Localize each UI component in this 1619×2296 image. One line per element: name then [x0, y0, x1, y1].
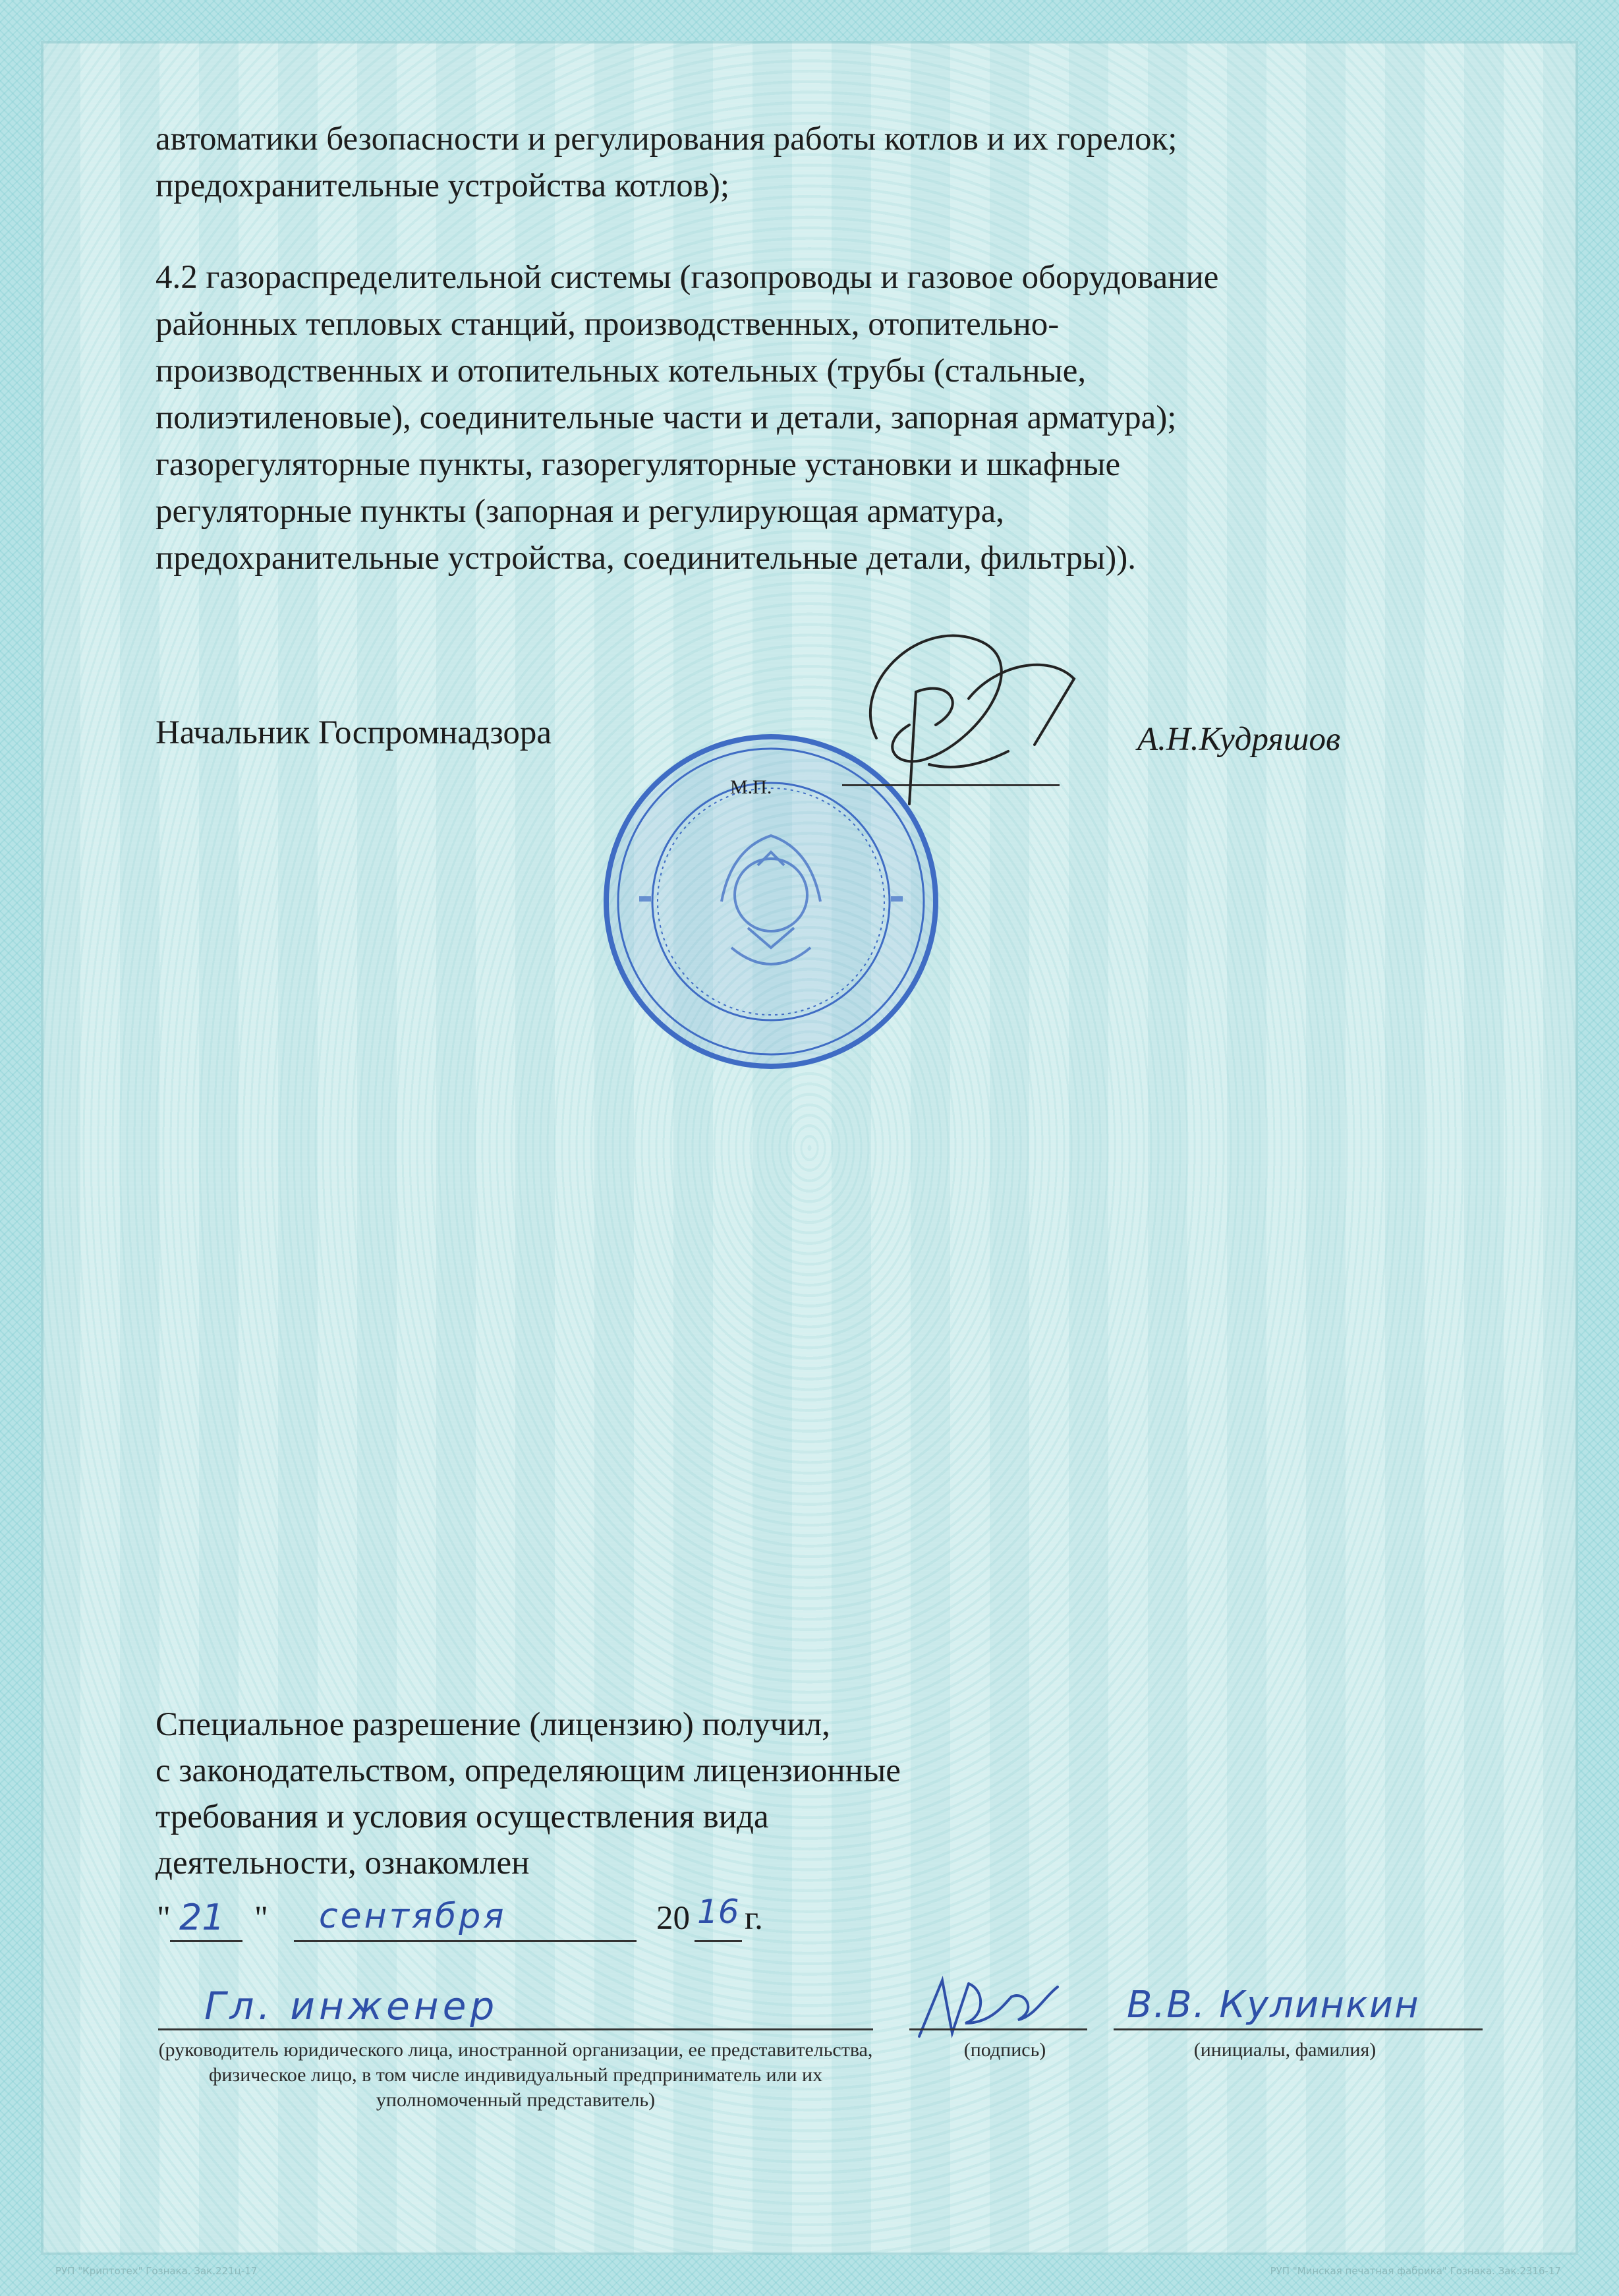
printer-mark-left: РУП "Криптотех" Гознака. Зак.221ц-17 [55, 2265, 258, 2277]
acknowledgement-line: с законодательством, определяющим лицензионные [156, 1752, 901, 1789]
position-underline [158, 2028, 873, 2030]
date-day: 21 [179, 1897, 225, 1938]
signature-underline [909, 2028, 1087, 2030]
date-year-suffix: 16 [697, 1893, 739, 1931]
acknowledgement-line: требования и условия осуществления вида [156, 1798, 769, 1835]
date-month: сентября [319, 1897, 507, 1936]
name-caption: (инициалы, фамилия) [1193, 2039, 1377, 2061]
acknowledgement-line: деятельности, ознакомлен [156, 1845, 530, 1881]
name-underline [1114, 2028, 1483, 2030]
section-line: районных тепловых станций, производственных, отопительно- [156, 306, 1060, 343]
position-caption: (руководитель юридического лица, иностранной организации, ее представительства, физическое лицо, в том числе индивидуальный предприниматель или их уполномоченный представитель) [158, 2039, 873, 2111]
intro-line: автоматики безопасности и регулирования работы котлов и их горелок; [156, 121, 1178, 158]
section-line: регуляторные пункты (запорная и регулирующая арматура, [156, 493, 1005, 530]
printer-mark-right: РУП "Минская печатная фабрика" Гознака. Зак.2316-17 [1270, 2265, 1561, 2277]
recipient-position: Гл. инженер [204, 1984, 499, 2028]
signature-caption: (подпись) [963, 2039, 1046, 2061]
chief-signature [837, 606, 1100, 824]
section-4-2 [156, 254, 1218, 582]
date-close-quote: " [254, 1900, 268, 1937]
acknowledgement-text [156, 1702, 901, 1886]
acknowledgement-line: Специальное разрешение (лицензию) получил, [156, 1706, 830, 1743]
date-year-prefix: 20 [656, 1900, 690, 1937]
section-line: производственных и отопительных котельных (трубы (стальные, [156, 353, 1087, 389]
signatory-title: Начальник Госпромнадзора [156, 714, 552, 751]
intro-line: предохранительные устройства котлов); [156, 167, 730, 204]
date-month-underline [294, 1940, 637, 1942]
stamp-place-label: М.П. [730, 776, 772, 798]
signatory-name: А.Н.Кудряшов [1137, 721, 1341, 758]
section-line: 4.2 газораспределительной системы (газопроводы и газовое оборудование [156, 259, 1219, 296]
date-day-underline [170, 1940, 242, 1942]
date-year-underline [695, 1940, 742, 1942]
intro-text [156, 116, 1177, 210]
date-year-mark: г. [745, 1900, 763, 1937]
section-line: газорегуляторные пункты, газорегуляторные установки и шкафные [156, 446, 1121, 483]
recipient-name: В.В. Кулинкин [1127, 1984, 1420, 2026]
section-line: полиэтиленовые), соединительные части и детали, запорная арматура); [156, 399, 1177, 436]
section-line: предохранительные устройства, соединительные детали, фильтры)). [156, 540, 1136, 577]
date-open-quote: " [157, 1900, 171, 1937]
